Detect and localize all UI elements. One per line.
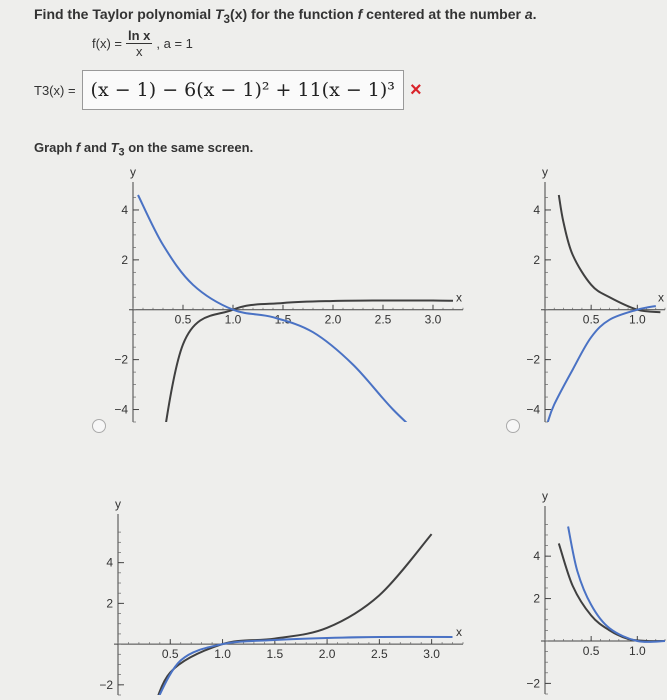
x-tick-label: 1.5 bbox=[266, 647, 284, 662]
prompt-poly-sub: 3 bbox=[223, 12, 231, 26]
prompt-end: . bbox=[532, 6, 537, 22]
x-axis-label: x bbox=[456, 290, 462, 305]
answer-input[interactable]: (x − 1) − 6(x − 1)² + 11(x − 1)³ bbox=[82, 70, 404, 110]
x-tick-label: 3.0 bbox=[424, 312, 442, 327]
prompt-text: Find the Taylor polynomial bbox=[34, 6, 215, 22]
y-axis-label: y bbox=[130, 165, 136, 179]
x-tick-label: 2.0 bbox=[318, 647, 336, 662]
x-tick-label: 1.0 bbox=[628, 643, 646, 658]
y-tick-label: −2 bbox=[99, 677, 113, 692]
t3-curve bbox=[138, 195, 463, 428]
prompt-f: f bbox=[357, 6, 363, 22]
graph-option-d bbox=[500, 476, 667, 700]
f-curve bbox=[559, 195, 661, 312]
graph-prompt-f: f bbox=[75, 140, 81, 155]
y-tick-label: 2 bbox=[106, 596, 113, 611]
prompt-poly: T bbox=[214, 6, 224, 22]
t3-curve bbox=[568, 527, 665, 642]
f-curve bbox=[149, 534, 431, 700]
y-tick-label: −4 bbox=[114, 402, 128, 417]
y-axis-label: y bbox=[542, 489, 548, 503]
x-tick-label: 1.0 bbox=[224, 312, 242, 327]
answer-label: T3(x) = bbox=[34, 82, 76, 98]
graph-prompt-t-sub: 3 bbox=[118, 146, 125, 159]
x-tick-label: 1.0 bbox=[628, 312, 646, 327]
graph-prompt-text-3: on the same screen. bbox=[124, 140, 254, 155]
radio-option-a[interactable] bbox=[92, 419, 106, 433]
graph-prompt-t: T bbox=[110, 140, 119, 155]
x-axis-label: x bbox=[456, 625, 462, 640]
x-tick-label: 0.5 bbox=[582, 643, 600, 658]
y-tick-label: 2 bbox=[533, 252, 540, 267]
y-axis-label: y bbox=[542, 165, 548, 179]
graph-prompt-text: Graph bbox=[34, 140, 76, 155]
graph-prompt bbox=[34, 140, 253, 159]
y-tick-label: 4 bbox=[121, 202, 128, 217]
t3-curve bbox=[155, 637, 453, 700]
radio-option-b[interactable] bbox=[506, 419, 520, 433]
function-definition bbox=[92, 28, 193, 59]
y-axis-label: y bbox=[115, 497, 121, 511]
x-tick-label: 3.0 bbox=[423, 647, 440, 662]
x-tick-label: 2.0 bbox=[324, 312, 342, 327]
graph-option-c bbox=[98, 480, 472, 700]
function-numerator: ln x bbox=[127, 28, 151, 43]
graph-prompt-text-2: and bbox=[80, 140, 111, 155]
function-center: , a = 1 bbox=[156, 36, 193, 51]
graph-option-a bbox=[98, 162, 472, 428]
y-tick-label: 2 bbox=[533, 591, 540, 606]
y-tick-label: 4 bbox=[533, 202, 540, 217]
y-tick-label: 4 bbox=[533, 549, 540, 564]
x-tick-label: 0.5 bbox=[174, 312, 192, 327]
x-tick-label: 0.5 bbox=[161, 647, 179, 662]
question-prompt bbox=[34, 6, 537, 26]
function-fraction bbox=[126, 28, 152, 59]
f-curve bbox=[153, 300, 453, 428]
y-tick-label: −2 bbox=[114, 352, 128, 367]
prompt-text-3: centered at the number bbox=[362, 6, 525, 22]
prompt-a: a bbox=[524, 6, 533, 22]
x-tick-label: 1.0 bbox=[214, 647, 231, 662]
graph-option-b bbox=[500, 162, 667, 428]
x-tick-label: 2.5 bbox=[371, 647, 388, 662]
y-tick-label: −4 bbox=[526, 402, 540, 417]
y-tick-label: −2 bbox=[526, 352, 540, 367]
prompt-poly-arg: (x) bbox=[230, 6, 248, 22]
prompt-text-2: for the function bbox=[247, 6, 358, 22]
function-lhs: f(x) = bbox=[92, 36, 122, 51]
x-tick-label: 2.5 bbox=[374, 312, 392, 327]
x-tick-label: 0.5 bbox=[582, 312, 600, 327]
incorrect-icon: × bbox=[409, 78, 422, 101]
y-tick-label: 2 bbox=[121, 252, 128, 267]
x-axis-label: x bbox=[658, 290, 664, 305]
y-tick-label: −2 bbox=[526, 676, 540, 691]
answer-row bbox=[34, 70, 422, 110]
function-denominator: x bbox=[135, 44, 143, 59]
y-tick-label: 4 bbox=[106, 555, 113, 570]
x-tick-label: 1.5 bbox=[274, 312, 292, 327]
